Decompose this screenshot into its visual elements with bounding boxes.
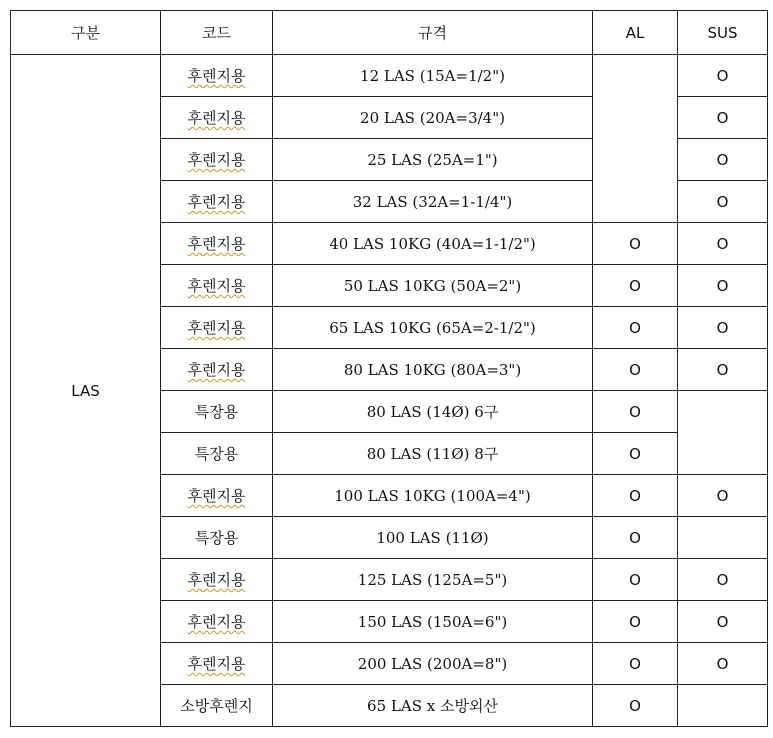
code-cell: 후렌지용 xyxy=(187,235,246,253)
code-cell: 후렌지용 xyxy=(187,193,246,211)
code-cell: 후렌지용 xyxy=(187,361,246,379)
header-code: 코드 xyxy=(161,11,273,55)
code-cell: 후렌지용 xyxy=(187,487,246,505)
al-cell: O xyxy=(593,265,678,307)
code-cell: 후렌지용 xyxy=(187,151,246,169)
spec-cell: 80 LAS (11Ø) 8구 xyxy=(273,433,593,475)
sus-cell: O xyxy=(678,181,768,223)
sus-cell xyxy=(678,685,768,727)
code-cell: 후렌지용 xyxy=(187,613,246,631)
header-al: AL xyxy=(593,11,678,55)
code-cell: 후렌지용 xyxy=(187,571,246,589)
spec-cell: 100 LAS (11Ø) xyxy=(273,517,593,559)
code-cell: 특장용 xyxy=(194,403,239,421)
header-category: 구분 xyxy=(11,11,161,55)
sus-cell: O xyxy=(678,265,768,307)
spec-cell: 125 LAS (125A=5") xyxy=(273,559,593,601)
al-cell: O xyxy=(593,433,678,475)
sus-cell: O xyxy=(678,643,768,685)
code-cell: 특장용 xyxy=(194,445,239,463)
al-cell: O xyxy=(593,517,678,559)
code-cell: 소방후렌지 xyxy=(180,697,253,715)
al-cell: O xyxy=(593,475,678,517)
al-cell: O xyxy=(593,685,678,727)
al-cell: O xyxy=(593,559,678,601)
al-cell: O xyxy=(593,601,678,643)
code-cell: 후렌지용 xyxy=(187,67,246,85)
sus-cell: O xyxy=(678,223,768,265)
al-cell: O xyxy=(593,391,678,433)
sus-cell: O xyxy=(678,307,768,349)
sus-cell: O xyxy=(678,559,768,601)
spec-cell: 25 LAS (25A=1") xyxy=(273,139,593,181)
header-sus: SUS xyxy=(678,11,768,55)
al-cell: O xyxy=(593,349,678,391)
al-cell: O xyxy=(593,643,678,685)
spec-cell: 200 LAS (200A=8") xyxy=(273,643,593,685)
spec-cell: 12 LAS (15A=1/2") xyxy=(273,55,593,97)
header-row xyxy=(11,11,768,55)
sus-cell: O xyxy=(678,349,768,391)
code-cell: 후렌지용 xyxy=(187,655,246,673)
header-spec: 규격 xyxy=(273,11,593,55)
sus-cell xyxy=(678,517,768,559)
code-cell: 후렌지용 xyxy=(187,277,246,295)
spec-cell: 150 LAS (150A=6") xyxy=(273,601,593,643)
code-cell: 후렌지용 xyxy=(187,109,246,127)
spec-cell: 32 LAS (32A=1-1/4") xyxy=(273,181,593,223)
al-cell: O xyxy=(593,223,678,265)
spec-cell: 65 LAS 10KG (65A=2-1/2") xyxy=(273,307,593,349)
sus-cell: O xyxy=(678,55,768,97)
sus-cell: O xyxy=(678,475,768,517)
spec-cell: 100 LAS 10KG (100A=4") xyxy=(273,475,593,517)
al-cell: O xyxy=(593,307,678,349)
sus-cell: O xyxy=(678,601,768,643)
code-cell: 특장용 xyxy=(194,529,239,547)
sus-cell xyxy=(678,391,768,475)
sus-cell: O xyxy=(678,97,768,139)
spec-cell: 40 LAS 10KG (40A=1-1/2") xyxy=(273,223,593,265)
spec-cell: 80 LAS (14Ø) 6구 xyxy=(273,391,593,433)
spec-cell: 50 LAS 10KG (50A=2") xyxy=(273,265,593,307)
table-row xyxy=(11,55,768,97)
spec-cell: 20 LAS (20A=3/4") xyxy=(273,97,593,139)
al-cell xyxy=(593,55,678,223)
code-cell: 후렌지용 xyxy=(187,319,246,337)
group-cell: LAS xyxy=(11,55,161,727)
spec-cell: 65 LAS x 소방외산 xyxy=(273,685,593,727)
sus-cell: O xyxy=(678,139,768,181)
spec-table xyxy=(10,10,768,727)
spec-cell: 80 LAS 10KG (80A=3") xyxy=(273,349,593,391)
